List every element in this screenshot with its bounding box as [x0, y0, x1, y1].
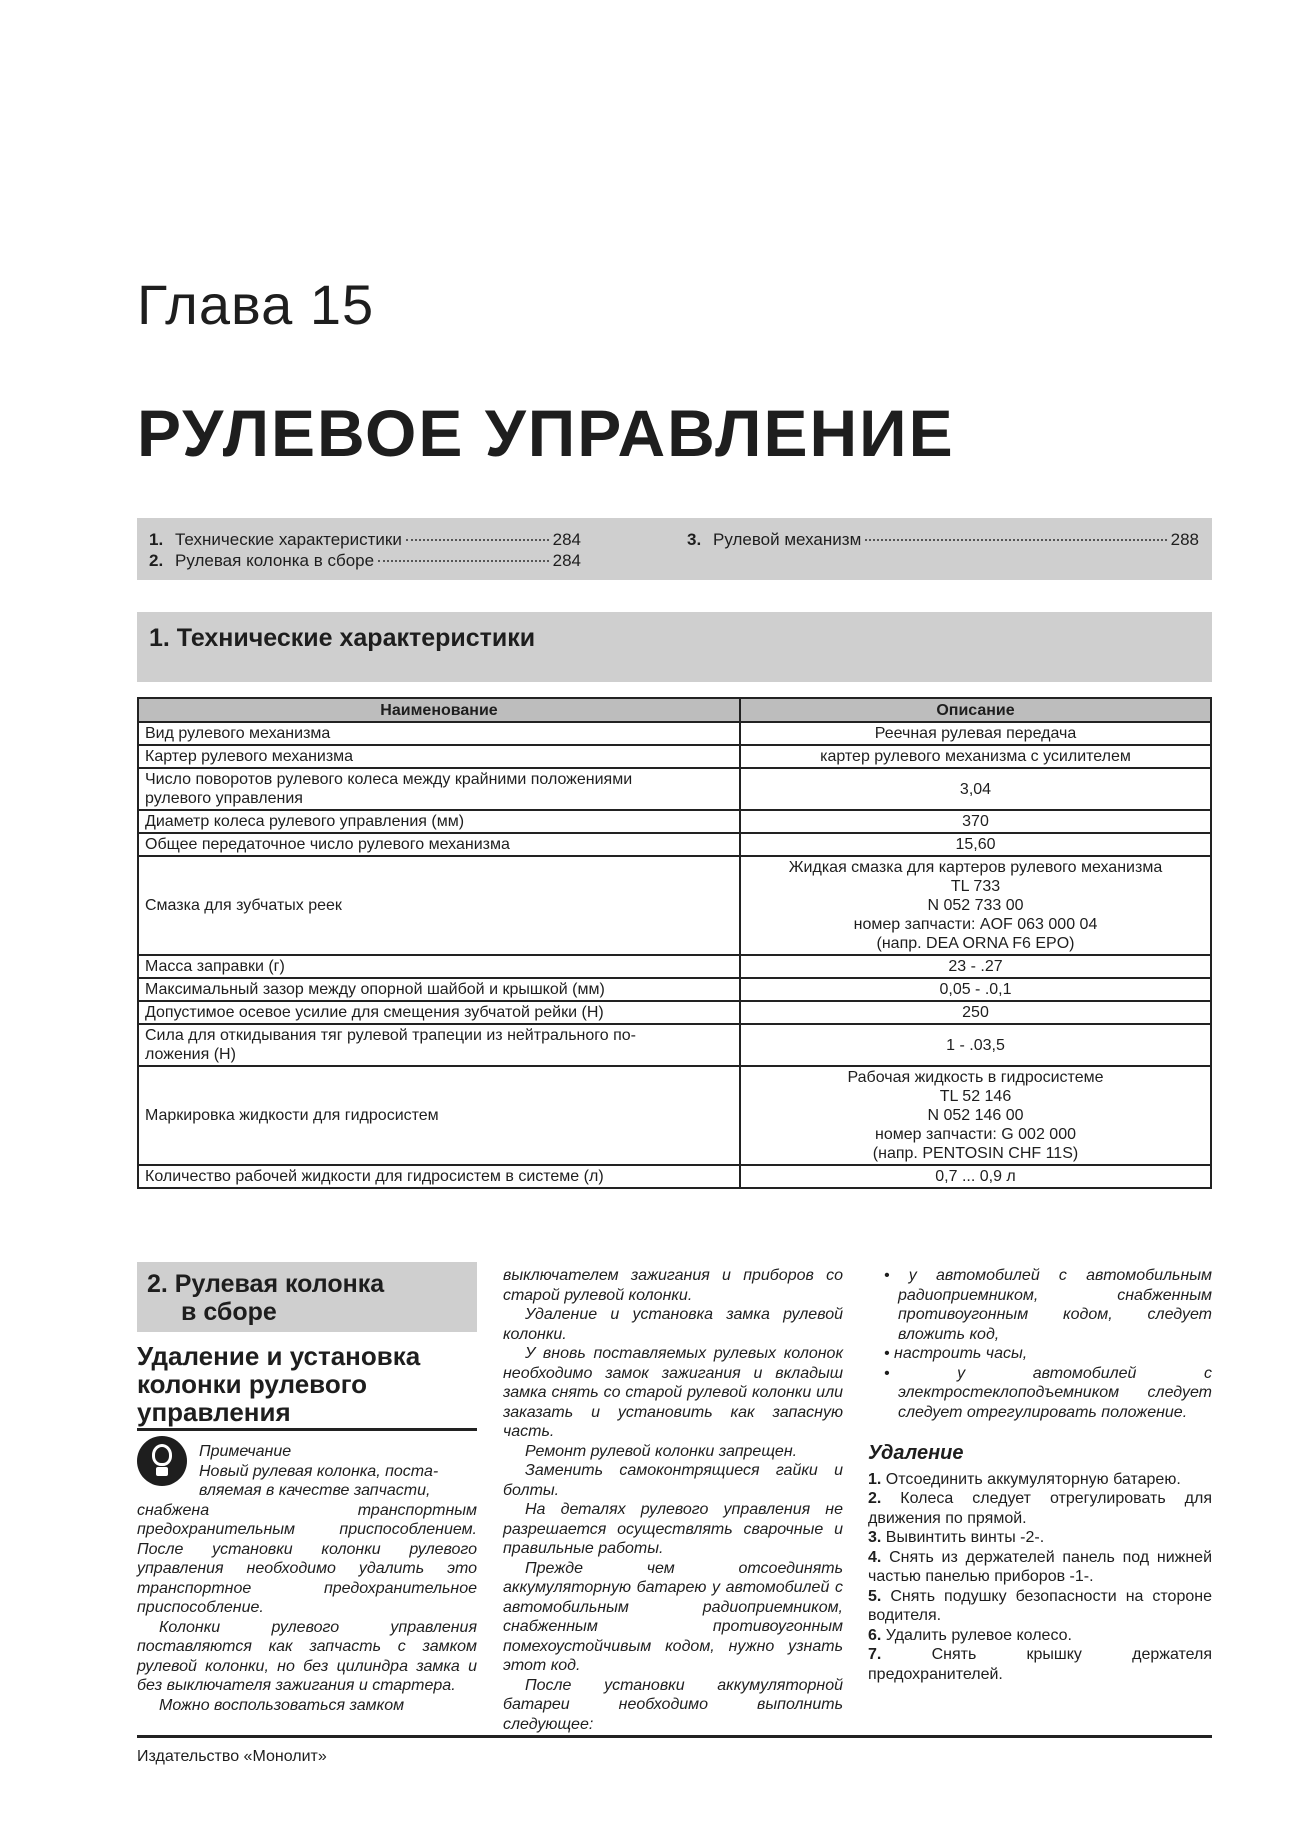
- subsection-heading-line: колонки рулевого: [137, 1369, 368, 1399]
- table-row: [138, 768, 1211, 810]
- cell-line: 0,05 - .0,1: [939, 981, 1012, 998]
- step-number: 3.: [868, 1529, 882, 1546]
- toc-page: 288: [1170, 530, 1199, 549]
- step-text: Колеса следует отрегулировать для движения по прямой.: [868, 1490, 1212, 1527]
- procedure-step: [868, 1548, 1212, 1587]
- procedure-steps: [868, 1470, 1212, 1685]
- bullet-item: • настроить часы,: [884, 1345, 1028, 1362]
- table-of-contents: [137, 518, 1212, 580]
- spec-value-cell: [740, 1024, 1211, 1066]
- chapter-title: РУЛЕВОЕ УПРАВЛЕНИЕ: [137, 396, 955, 470]
- cell-line: Диаметр колеса рулевого управления (мм): [145, 813, 465, 830]
- toc-item[interactable]: [149, 551, 581, 571]
- toc-leader: [378, 560, 549, 562]
- subsection-heading: [137, 1342, 477, 1431]
- step-number: 6.: [868, 1626, 882, 1644]
- spec-value-cell: [740, 810, 1211, 833]
- cell-line: N 052 733 00: [927, 897, 1024, 914]
- cell-line: TL 733: [950, 878, 1001, 895]
- cell-line: Масса заправки (г): [145, 958, 285, 975]
- spec-value-cell: [740, 1165, 1211, 1188]
- table-row: [138, 810, 1211, 833]
- cell-line: Рабочая жидкость в гидросистеме: [847, 1069, 1104, 1086]
- procedure-heading: Удаление: [868, 1442, 964, 1464]
- cell-line: номер запчасти: G 002 000: [875, 1126, 1076, 1143]
- paragraph: снабжена транспортным предохранительным приспособлением. После установки колонки рулевого управления необходимо удалить это транспортное предохранительное приспособление.: [137, 1501, 477, 1616]
- spec-name-cell: [138, 1165, 740, 1188]
- cell-line: (напр. DEA ORNA F6 EPO): [876, 935, 1075, 952]
- cell-line: Максимальный зазор между опорной шайбой и крышкой (мм): [145, 981, 605, 998]
- column-header: Описание: [740, 698, 1211, 722]
- footer-rule: [137, 1735, 1212, 1738]
- table-row: [138, 722, 1211, 745]
- toc-item[interactable]: [149, 530, 581, 550]
- spec-name-cell: [138, 768, 740, 810]
- paragraph: На деталях рулевого управления не разрешается осуществлять сварочные и правильные работы.: [503, 1501, 843, 1557]
- section-title-line: 2. Рулевая колонка: [147, 1270, 385, 1298]
- toc-num: 3.: [687, 530, 702, 549]
- cell-line: TL 52 146: [939, 1088, 1012, 1105]
- cell-line: ложения (Н): [145, 1046, 236, 1063]
- text-column-2: [503, 1266, 843, 1734]
- table-row: [138, 856, 1211, 955]
- cell-line: Маркировка жидкости для гидросистем: [145, 1107, 439, 1124]
- step-text: Снять из держателей панель под нижней частью панелью приборов -1-.: [868, 1548, 1212, 1585]
- section-title-line: в сборе: [181, 1298, 277, 1326]
- spec-value-cell: [740, 955, 1211, 978]
- table-row: [138, 1066, 1211, 1165]
- cell-line: Жидкая смазка для картеров рулевого механизма: [788, 859, 1163, 876]
- spec-name-cell: [138, 1001, 740, 1024]
- procedure-step: [868, 1587, 1212, 1626]
- step-text: Вывинтить винты -2-.: [885, 1529, 1045, 1546]
- paragraph: Удаление и установка замка рулевой колонки.: [503, 1306, 843, 1343]
- table-row: [138, 1024, 1211, 1066]
- cell-line: рулевого управления: [145, 790, 303, 807]
- paragraph: Можно воспользоваться замком: [159, 1696, 405, 1714]
- cell-line: N 052 146 00: [927, 1107, 1024, 1124]
- cell-line: Допустимое осевое усилие для смещения зубчатой рейки (Н): [145, 1004, 604, 1021]
- toc-page: 284: [552, 530, 581, 549]
- procedure-step: [868, 1626, 1212, 1646]
- section-title: 1. Технические характеристики: [149, 624, 536, 652]
- section-heading: [137, 1262, 477, 1332]
- table-row: [138, 1001, 1211, 1024]
- note-line: вляемая в качестве запчасти,: [199, 1482, 431, 1499]
- spec-name-cell: [138, 810, 740, 833]
- spec-name-cell: [138, 1066, 740, 1165]
- procedure-step: [868, 1645, 1212, 1684]
- cell-line: номер запчасти: AOF 063 000 04: [853, 916, 1098, 933]
- cell-line: 3,04: [959, 780, 992, 798]
- specifications-table: [137, 697, 1212, 1189]
- spec-name-cell: [138, 955, 740, 978]
- cell-line: Вид рулевого механизма: [145, 725, 331, 742]
- toc-label: Рулевая колонка в сборе: [175, 551, 375, 570]
- step-number: 2.: [868, 1490, 882, 1507]
- step-text: Отсоединить аккумуляторную батарею.: [885, 1470, 1181, 1488]
- table-row: [138, 833, 1211, 856]
- paragraph: Ремонт рулевой колонки запрещен.: [525, 1442, 798, 1460]
- chapter-number: Глава 15: [137, 273, 375, 336]
- cell-line: 1 - .03,5: [946, 1036, 1005, 1054]
- table-row: [138, 1165, 1211, 1188]
- spec-name-cell: [138, 833, 740, 856]
- cell-line: 0,7 ... 0,9 л: [935, 1168, 1016, 1185]
- cell-line: Смазка для зубчатых реек: [145, 897, 342, 914]
- spec-value-cell: [740, 722, 1211, 745]
- step-number: 5.: [868, 1587, 882, 1605]
- subsection-heading-line: управления: [137, 1397, 291, 1427]
- paragraph: выключателем зажигания и приборов со старой рулевой колонки.: [503, 1267, 843, 1304]
- column-header: Наименование: [138, 698, 740, 722]
- toc-item[interactable]: [687, 530, 1199, 550]
- cell-line: (напр. PENTOSIN CHF 11S): [872, 1145, 1079, 1162]
- section-title: [147, 1270, 384, 1326]
- step-text: Удалить рулевое колесо.: [885, 1626, 1072, 1644]
- subsection-heading-line: Удаление и установка: [137, 1341, 421, 1371]
- toc-label: Рулевой механизм: [713, 530, 862, 549]
- spec-name-cell: [138, 856, 740, 955]
- step-number: 7.: [868, 1646, 882, 1663]
- paragraph: Заменить самоконтрящиеся гайки и болты.: [503, 1462, 843, 1499]
- table-header-row: [138, 698, 1211, 722]
- toc-num: 2.: [149, 551, 164, 570]
- spec-value-cell: [740, 768, 1211, 810]
- publisher-footer: Издательство «Монолит»: [137, 1748, 327, 1765]
- toc-num: 1.: [149, 530, 164, 549]
- procedure-step: [868, 1489, 1212, 1528]
- table-row: [138, 955, 1211, 978]
- spec-name-cell: [138, 745, 740, 768]
- spec-value-cell: [740, 856, 1211, 955]
- paragraph: Колонки рулевого управления поставляются как запчасть с замком рулевой колонки, но без цилиндра замка и без выключателя зажигания и стартера.: [137, 1618, 477, 1694]
- cell-line: Реечная рулевая передача: [874, 725, 1077, 742]
- cell-line: 250: [962, 1004, 989, 1021]
- procedure-step: [868, 1470, 1212, 1490]
- cell-line: картер рулевого механизма с усилителем: [820, 748, 1131, 765]
- step-number: 1.: [868, 1470, 882, 1488]
- cell-line: 370: [962, 813, 989, 830]
- spec-name-cell: [138, 1024, 740, 1066]
- cell-line: 23 - .27: [948, 958, 1003, 975]
- section-heading: [137, 612, 1212, 682]
- cell-line: Сила для откидывания тяг рулевой трапеции из нейтрального по-: [145, 1027, 636, 1044]
- note-line: Новый рулевая колонка, поста-: [199, 1462, 439, 1480]
- cell-line: Количество рабочей жидкости для гидросистем в системе (л): [145, 1168, 604, 1185]
- paragraph: У вновь поставляемых рулевых колонок необходимо замок зажигания и вкладыш замка снять со старой рулевой колонки или заказать и установить как запасную часть.: [503, 1345, 843, 1440]
- cell-line: Картер рулевого механизма: [145, 748, 354, 765]
- bullet-item: • у автомобилей с автомобильным радиоприемником, снабженным противоугонным кодом, следует вложить код,: [884, 1267, 1212, 1343]
- step-text: Снять подушку безопасности на стороне водителя.: [868, 1587, 1212, 1624]
- note-heading: Примечание: [199, 1443, 292, 1460]
- paragraph: Прежде чем отсоединять аккумуляторную батарею у автомобилей с автомобильным радиоприемником, снабженным противоугонным помехоустойчивым кодом, нужно узнать этот код.: [503, 1559, 843, 1674]
- table-row: [138, 978, 1211, 1001]
- table-row: [138, 745, 1211, 768]
- bullet-item: • у автомобилей с электростеклоподъемником следует следует отрегулировать положение.: [884, 1364, 1212, 1421]
- spec-value-cell: [740, 1066, 1211, 1165]
- step-number: 4.: [868, 1548, 882, 1566]
- cell-line: 15,60: [955, 836, 996, 853]
- paragraph: После установки аккумуляторной батареи необходимо выполнить следующее:: [503, 1676, 843, 1733]
- spec-name-cell: [138, 722, 740, 745]
- spec-value-cell: [740, 833, 1211, 856]
- cell-line: Число поворотов рулевого колеса между крайними положениями: [145, 771, 633, 788]
- toc-page: 284: [552, 551, 581, 570]
- text-column-1: [137, 1442, 477, 1715]
- toc-leader: [865, 539, 1166, 541]
- step-text: Снять крышку держателя предохранителей.: [868, 1646, 1213, 1683]
- spec-name-cell: [138, 978, 740, 1001]
- toc-leader: [406, 539, 549, 541]
- text-column-3: [868, 1266, 1212, 1684]
- spec-value-cell: [740, 1001, 1211, 1024]
- spec-value-cell: [740, 978, 1211, 1001]
- cell-line: Общее передаточное число рулевого механизма: [145, 836, 510, 853]
- spec-value-cell: [740, 745, 1211, 768]
- procedure-step: [868, 1528, 1212, 1548]
- toc-label: Технические характеристики: [175, 530, 402, 549]
